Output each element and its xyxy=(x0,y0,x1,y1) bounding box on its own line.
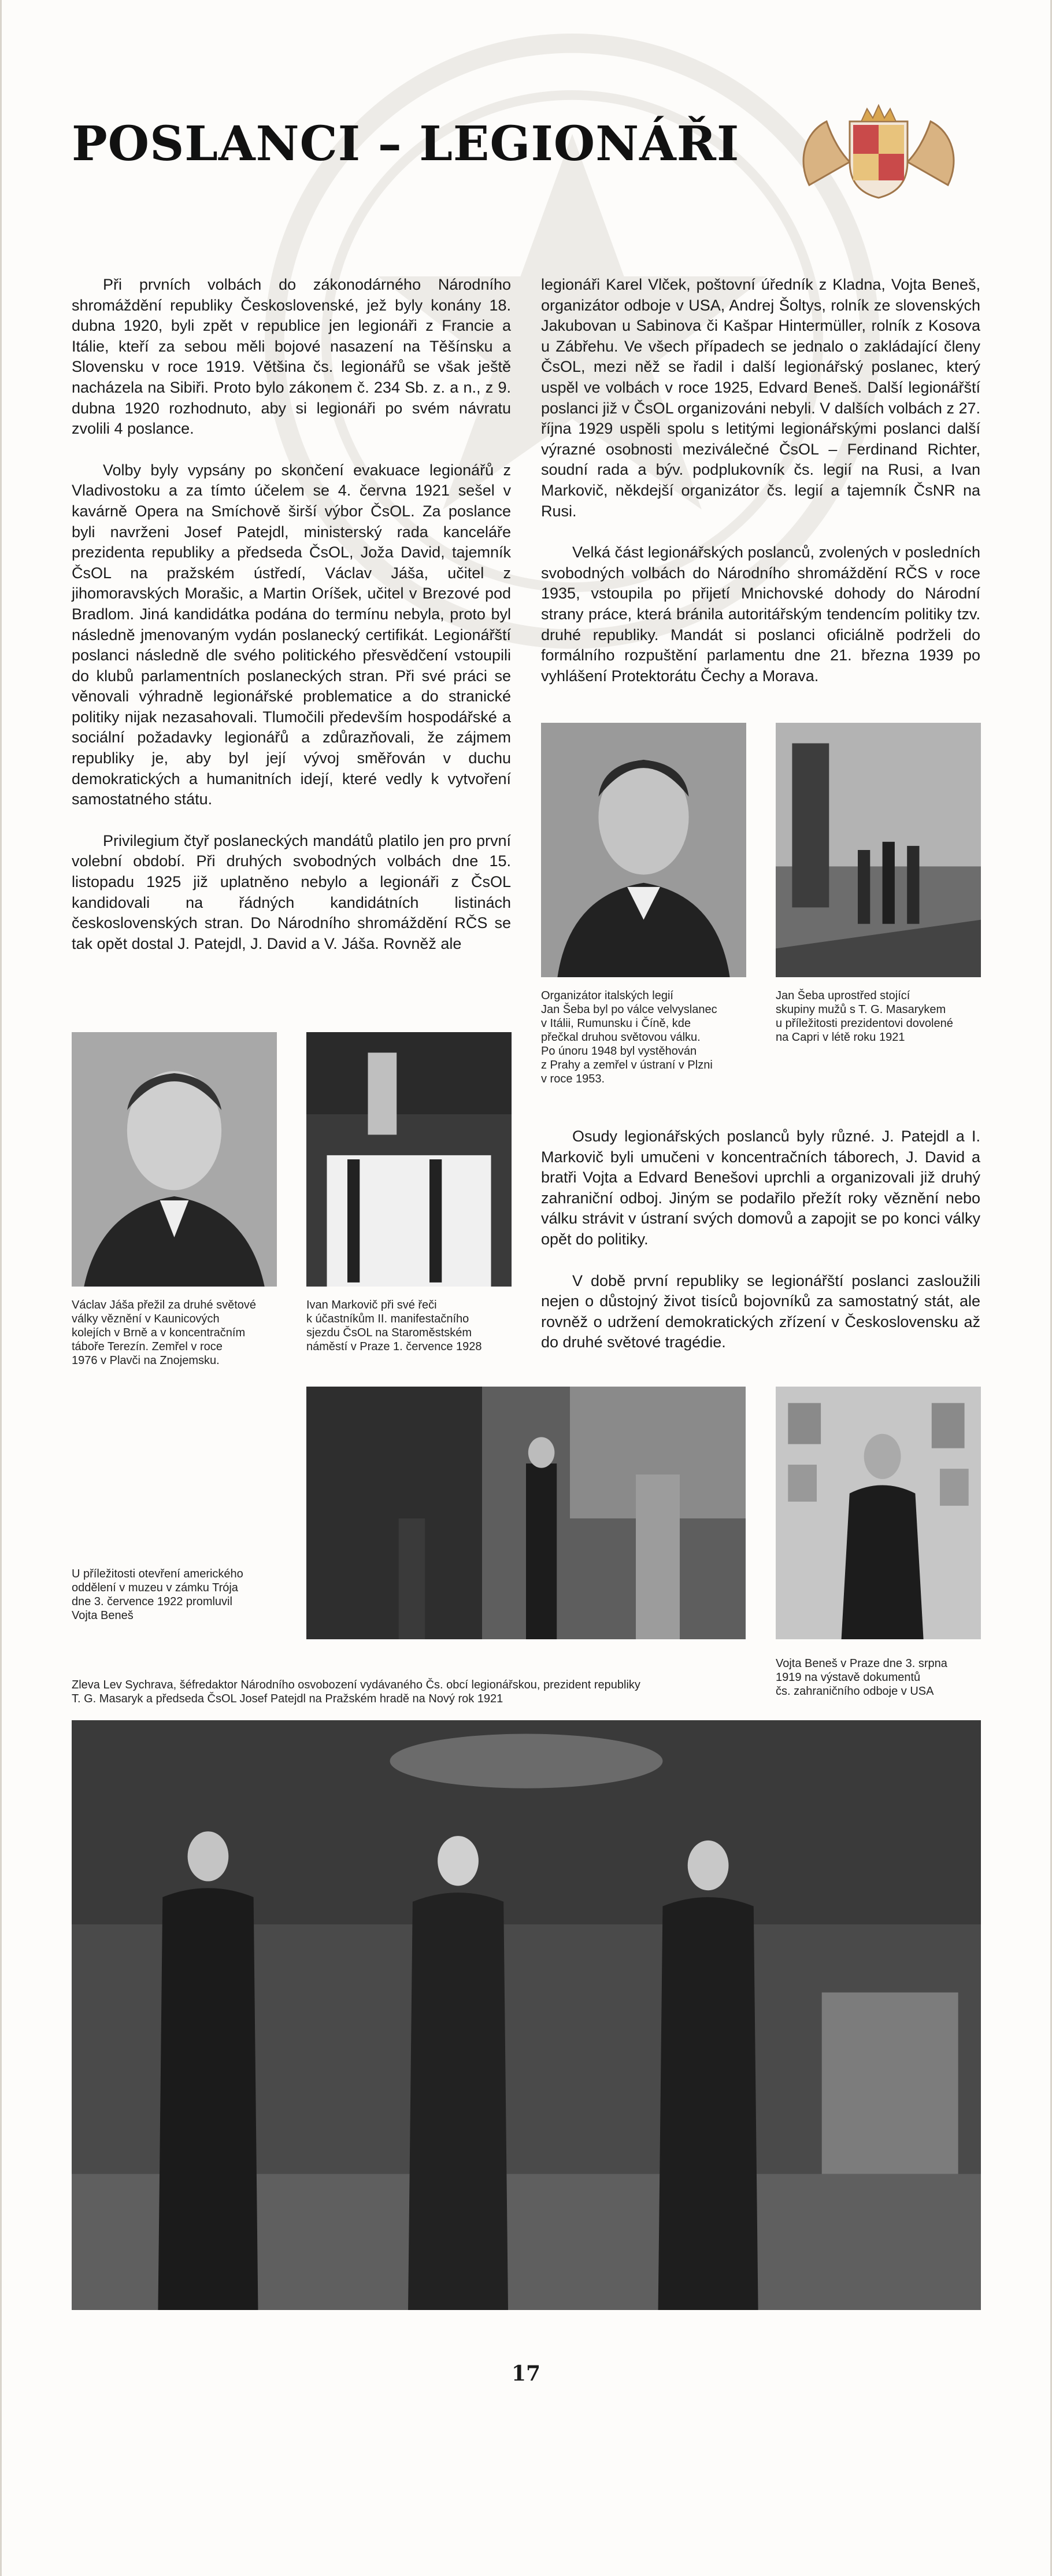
paragraph: Při prvních volbách do zákonodárného Národního shromáždění republiky Československé, jež byly konány 18. dubna 1920, byli zpět v republice jen legionáři z Francie a Itálie, kteří za sebou měli bojové nasazení na Těšínsku a Slovensku v roce 1919. Většina čs. legionářů se však ještě nacházela na Sibiři. Proto bylo zákonem č. 234 Sb. z. a n., z 9. dubna 1920 rozhodnuto, aby si legionáři po svém návratu zvolili 4 poslance. xyxy=(72,276,511,438)
paragraph: legionáři Karel Vlček, poštovní úředník z Kladna, Vojta Beneš, organizátor odboje v USA, Andrej Šoltys, rolník ze slovenských Jakubovan u Sabinova či Kašpar Hintermüller, rolník z Kosova u Zábřehu. Ve všech případech se jednalo o zakládající členy ČsOL, mezi něž se řadil i další legionářský poslanec, který uspěl ve volbách v roce 1925, Edvard Beneš. Další legionářští poslanci již v ČsOL organizováni nebyli. V dalších volbách z 27. října 1929 uspěli spolu s letitými legionářskými poslanci další výrazné osobnosti meziválečné ČsOL – Ferdinand Richter, soudní rada a býv. podplukovník čs. legií na Rusi, a Ivan Markovič, někdejší organizátor čs. legií a tajemník ČsNR na Rusi. xyxy=(541,276,980,520)
paragraph: Volby byly vypsány po skončení evakuace legionářů z Vladivostoku a za tímto účelem se 4. června 1921 sešel v kavárně Opera na Smíchově širší výbor ČsOL. Za poslance byli navrženi Josef Patejdl, ministerský rada kanceláře prezidenta republiky a předseda ČsOL, Joža David, tajemník ČsOL na pražském ústředí, Václav Jáša, učitel z jihomoravských Morašic, a Martin Oríšek, učitel v Brezové pod Bradlom. Jiná kandidátka podána do termínu nebyla, proto byl následně jmenovaným vydán poslanecký certifikát. Legionářští poslanci následně dle svého politického přesvědčení vstoupili do klubů parlamentních poslaneckých stran. Při své práci se věnovali výhradně legionářské problematice a do stranické politiky nijak nezasahovali. Tlumočili především hospodářské a sociální požadavky legionářů a zdůrazňovali, že zájmem republiky je, aby byl její vývoj směřován v duchu demokratických a humanitních idejí, které vedly k vytvoření samostatného státu. xyxy=(72,461,511,808)
left-text-column xyxy=(72,275,511,975)
middle-text-block xyxy=(541,1126,980,1374)
page-number: 17 xyxy=(511,2361,541,2386)
caption-seba-ship: Jan Šeba uprostřed stojící skupiny mužů s T. G. Masarykem u příležitosti prezidentovi dovolené na Capri v létě roku 1921 xyxy=(776,989,953,1044)
photo-masaryk-prague-castle xyxy=(72,1720,981,2310)
paragraph: Osudy legionářských poslanců byly různé. J. Patejdl a I. Markovič byli umučeni v koncentračních táborech, J. David a bratři Vojta a Edvard Benešovi uprchli a organizovali již druhý zahraniční odboj. Jiným se podařilo přežít roky věznění nebo válku strávit v ústraní svých domovů a zapojit se po konci války opět do politiky. xyxy=(541,1128,980,1248)
caption-benes-exhibition: Vojta Beneš v Praze dne 3. srpna 1919 na výstavě dokumentů čs. zahraničního odboje v USA xyxy=(776,1657,947,1698)
page-title: POSLANCI – LEGIONÁŘI xyxy=(72,116,740,172)
caption-troja: U příležitosti otevření amerického oddělení v muzeu v zámku Trója dne 3. července 1922 promluvil Vojta Beneš xyxy=(72,1568,243,1622)
photo-markovic-speech xyxy=(306,1032,512,1287)
paragraph: Privilegium čtyř poslaneckých mandátů platilo jen pro první volební období. Při druhých svobodných volbách dne 15. listopadu 1925 již uplatněno nebylo a legionáři z ČsOL kandidovali na řádných kandidátních listinách československých stran. Do Národního shromáždění RČS se tak opět dostal J. Patejdl, J. David a V. Jáša. Rovněž ale xyxy=(72,831,511,952)
paragraph: V době první republiky se legionářští poslanci zasloužili nejen o důstojný život tisíců bojovníků za samostatný stát, ale rovněž o udržení demokratických zřízení v Československu až do druhé světové tragédie. xyxy=(541,1272,980,1351)
caption-jasa-portrait: Václav Jáša přežil za druhé světové války věznění v Kaunicových kolejích v Brně a v koncentračním táboře Terezín. Zemřel v roce 1976 v Plavči na Znojemsku. xyxy=(72,1299,257,1367)
caption-seba-portrait: Organizátor italských legií Jan Šeba byl po válce velvyslanec v Itálii, Rumunsku i Číně, kde přečkal druhou světovou válku. Po únoru 1948 byl vystěhován z Prahy a zemřel v ústraní v Plzni v roce 1953. xyxy=(541,989,717,1085)
photo-seba-masaryk-ship xyxy=(776,723,981,977)
page-edge-left xyxy=(0,0,2,2576)
photo-jan-seba-portrait xyxy=(541,723,746,977)
caption-markovic-speech: Ivan Markovič při své řeči k účastníkům II. manifestačního sjezdu ČsOL na Staroměstském náměstí v Praze 1. července 1928 xyxy=(306,1299,482,1353)
photo-vaclav-jasa-portrait xyxy=(72,1032,277,1287)
photo-troja-opening xyxy=(306,1387,746,1639)
right-text-column xyxy=(541,275,980,707)
paragraph: Velká část legionářských poslanců, zvolených v posledních svobodných volbách do Národního shromáždění RČS v roce 1935, vstoupila po přijetí Mnichovské dohody do Národní strany práce, která bránila autoritářským tendencím politiky tzv. druhé republiky. Mandát si poslanci oficiálně podrželi do formálního rozpuštění parlamentu dne 21. března 1939 po vyhlášení Protektorátu Čechy a Morava. xyxy=(541,544,980,685)
caption-castle-group: Zleva Lev Sychrava, šéfredaktor Národního osvobození vydávaného Čs. obcí legionářskou, prezident republiky T. G. Masaryk a předseda ČsOL Josef Patejdl na Pražském hradě na Nový rok 1921 xyxy=(72,1679,640,1705)
photo-benes-exhibition xyxy=(776,1387,981,1639)
coat-of-arms-icon xyxy=(786,98,971,202)
